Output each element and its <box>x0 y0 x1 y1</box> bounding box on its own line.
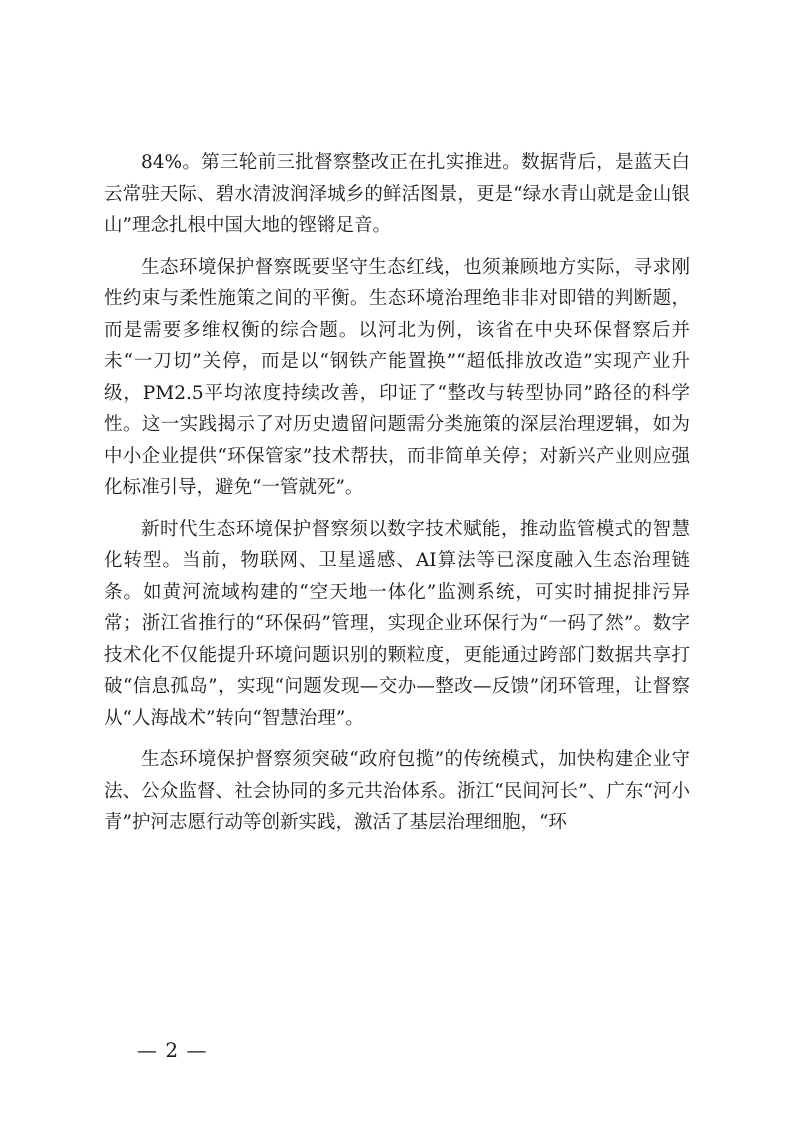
page-number: — 2 — <box>137 1038 208 1062</box>
body-text <box>104 147 690 849</box>
paragraph-4: 生态环境保护督察须突破“政府包揽”的传统模式，加快构建企业守法、公众监督、社会协同的多元共治体系。浙江“民间河长”、广东“河小青”护河志愿行动等创新实践，激活了基层治理细胞，“环 <box>104 749 690 833</box>
paragraph-2: 生态环境保护督察既要坚守生态红线，也须兼顾地方实际，寻求刚性约束与柔性施策之间的平衡。生态环境治理绝非非对即错的判断题，而是需要多维权衡的综合题。以河北为例，该省在中央环保督察后并未“一刀切”关停，而是以“钢铁产能置换”“超低排放改造”实现产业升级，PM2.5平均浓度持续改善，印证了“整改与转型协同”路径的科学性。这一实践揭示了对历史遗留问题需分类施策的深层治理逻辑，如为中小企业提供“环保管家”技术帮扶，而非简单关停；对新兴产业则应强化标准引导，避免“一管就死”。 <box>104 256 690 498</box>
paragraph-1: 84%。第三轮前三批督察整改正在扎实推进。数据背后，是蓝天白云常驻天际、碧水清波润泽城乡的鲜活图景，更是“绿水青山就是金山银山”理念扎根中国大地的铿锵足音。 <box>104 152 690 236</box>
paragraph-3: 新时代生态环境保护督察须以数字技术赋能，推动监管模式的智慧化转型。当前，物联网、卫星遥感、AI算法等已深度融入生态治理链条。如黄河流域构建的“空天地一体化”监测系统，可实时捕捉排污异常；浙江省推行的“环保码”管理，实现企业环保行为“一码了然”。数字技术化不仅能提升环境问题识别的颗粒度，更能通过跨部门数据共享打破“信息孤岛”，实现“问题发现—交办—整改—反馈”闭环管理，让督察从“人海战术”转向“智慧治理”。 <box>104 518 690 729</box>
